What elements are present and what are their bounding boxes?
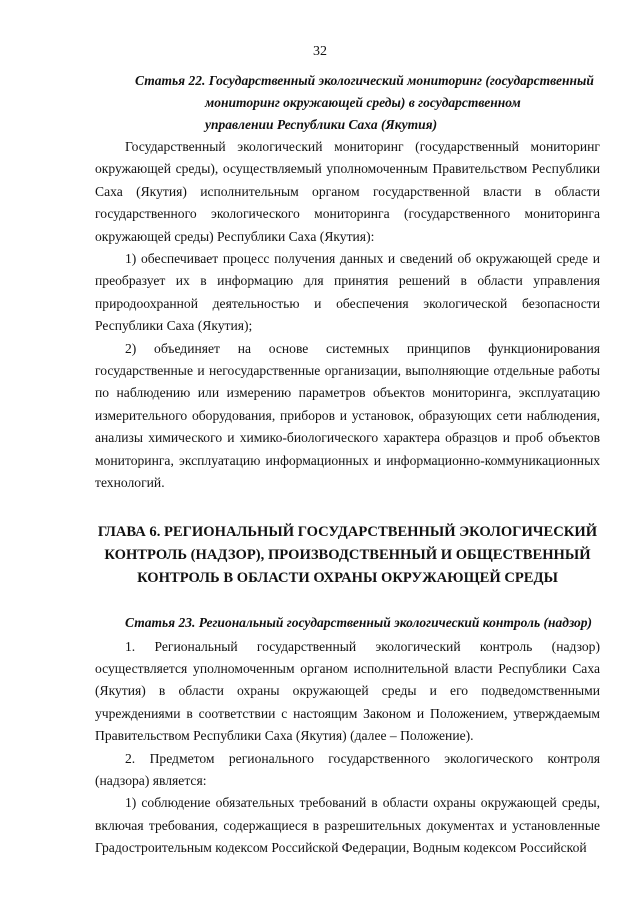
chapter-6-heading-line-2: КОНТРОЛЬ (НАДЗОР), ПРОИЗВОДСТВЕННЫЙ И ОБЩЕСТВЕННЫЙ bbox=[104, 546, 591, 563]
page-content bbox=[95, 70, 600, 860]
article-22-title-line-2: мониторинг окружающей среды) в государственном bbox=[205, 95, 521, 110]
chapter-6-heading-line-3: КОНТРОЛЬ В ОБЛАСТИ ОХРАНЫ ОКРУЖАЮЩЕЙ СРЕДЫ bbox=[137, 569, 558, 586]
article-23-title: Статья 23. Региональный государственный экологический контроль (надзор) bbox=[125, 614, 593, 630]
article-22-title-line-1: Статья 22. Государственный экологический мониторинг (государственный bbox=[135, 73, 594, 88]
article-23-paragraph-2: 2. Предметом регионального государственного экологического контроля (надзора) является: bbox=[95, 750, 600, 788]
article-22-intro: Государственный экологический мониторинг (государственный мониторинг окружающей среды), осуществляемый уполномоченным Правительством Республики Саха (Якутия) исполнительным органом государственной власти в области государственного экологического мониторинга (государственного мониторинга окружающей среды) Республики Саха (Якутия): bbox=[95, 139, 600, 244]
article-22-title bbox=[95, 70, 600, 136]
chapter-6-heading-line-1: ГЛАВА 6. РЕГИОНАЛЬНЫЙ ГОСУДАРСТВЕННЫЙ ЭКОЛОГИЧЕСКИЙ bbox=[97, 523, 598, 540]
article-22-title-line-3: управлении Республики Саха (Якутия) bbox=[205, 117, 438, 132]
page-number: 32 bbox=[313, 44, 327, 59]
article-22-item-2: 2) объединяет на основе системных принципов функционирования государственные и негосударственные организации, выполняющие отдельные работы по наблюдению или измерению параметров объектов мониторинга, эксплуатацию измерительного оборудования, приборов и установок, образующих сети наблюдения, анализы химического и химико-биологического характера образцов и проб объектов мониторинга, эксплуатацию информационных и информационно-коммуникационных технологий. bbox=[95, 340, 600, 491]
chapter-6-heading bbox=[95, 521, 600, 590]
article-22-item-1: 1) обеспечивает процесс получения данных и сведений об окружающей среде и преобразует их в информацию для принятия решений в области управления природоохранной деятельностью и обеспечения экологической безопасности Республики Саха (Якутия); bbox=[95, 251, 600, 334]
article-23-paragraph-1: 1. Региональный государственный экологический контроль (надзор) осуществляется уполномоченным органом исполнительной власти Республики Саха (Якутия) в области охраны окружающей среды и его подведомственными учреждениями в соответствии с настоящим Законом и Положением, утверждаемым Правительством Республики Саха (Якутия) (далее – Положение). bbox=[95, 638, 600, 744]
article-23-paragraph-3: 1) соблюдение обязательных требований в области охраны окружающей среды, включая требования, содержащиеся в разрешительных документах и установленные Градостроительным кодексом Российской Федерации, Водным кодексом Российской bbox=[95, 795, 600, 856]
